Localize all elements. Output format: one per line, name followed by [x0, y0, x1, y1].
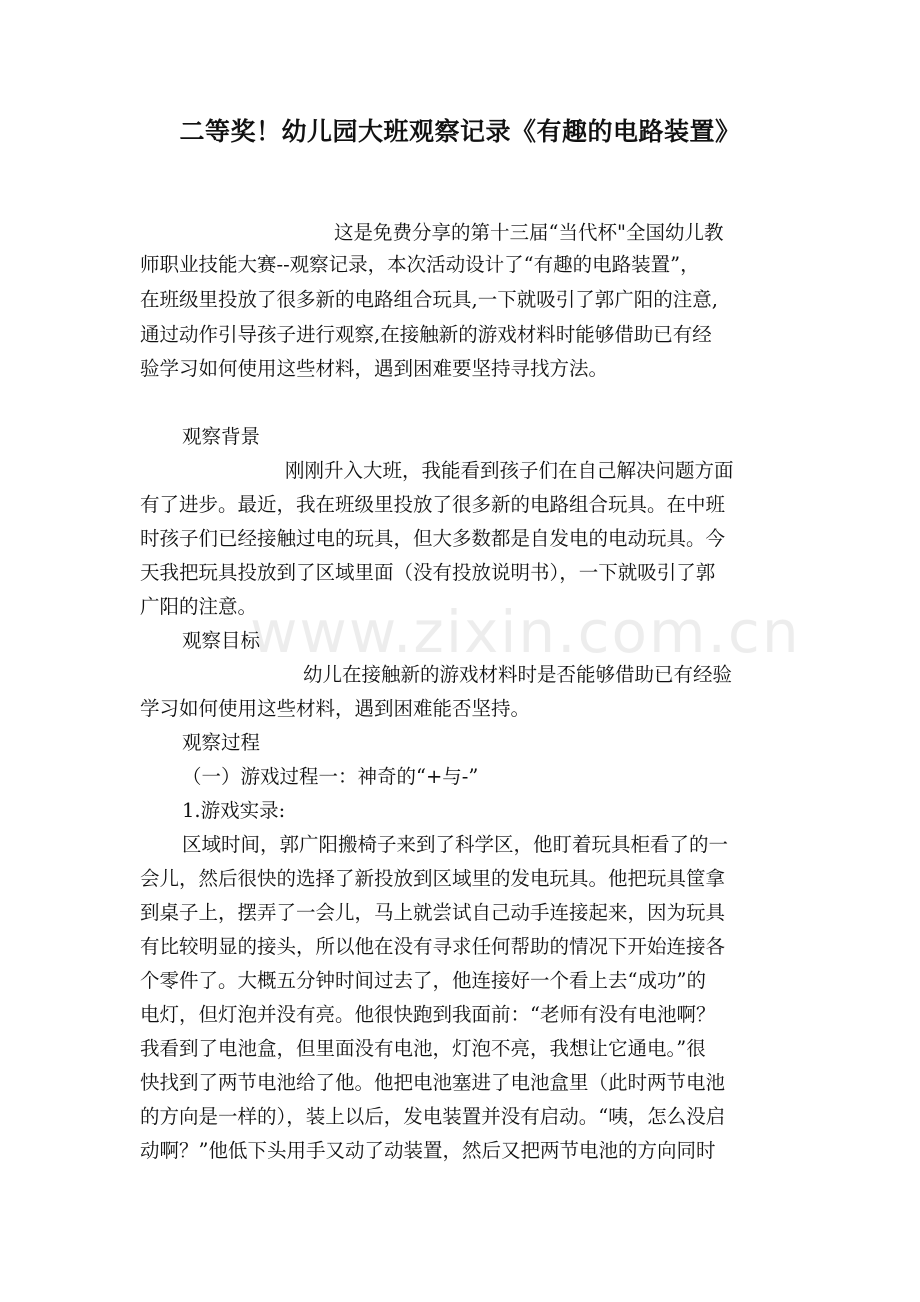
process-line: 电灯，但灯泡并没有亮。他很快跑到我面前：“老师有没有电池啊？ — [140, 1003, 716, 1026]
intro-line: 师职业技能大赛--观察记录，本次活动设计了“有趣的电路装置”， — [140, 253, 700, 276]
background-line: 刚刚升入大班，我能看到孩子们在自己解决问题方面 — [285, 459, 734, 482]
section-heading-goal: 观察目标 — [182, 629, 261, 652]
process-subheading: 1.游戏实录: — [182, 799, 286, 822]
background-line: 广阳的注意。 — [140, 595, 258, 618]
background-line: 天我把玩具投放到了区域里面（没有投放说明书），一下就吸引了郭 — [140, 561, 716, 584]
process-line: 个零件了。大概五分钟时间过去了，他连接好一个看上去“成功”的 — [140, 969, 706, 992]
section-heading-process: 观察过程 — [182, 731, 261, 754]
intro-line: 通过动作引导孩子进行观察,在接触新的游戏材料时能够借助已有经 — [140, 323, 712, 346]
process-line: 区域时间，郭广阳搬椅子来到了科学区，他盯着玩具柜看了的一 — [182, 833, 729, 856]
process-line: 动啊？”他低下头用手又动了动装置，然后又把两节电池的方向同时 — [140, 1139, 716, 1162]
process-line: 的方向是一样的），装上以后，发电装置并没有启动。“咦，怎么没启 — [140, 1105, 726, 1128]
intro-line: 这是免费分享的第十三届“当代杯"全国幼儿教 — [334, 221, 724, 244]
process-line: 到桌子上，摆弄了一会儿，马上就尝试自己动手连接起来，因为玩具 — [140, 901, 726, 924]
process-line: 有比较明显的接头，所以他在没有寻求任何帮助的情况下开始连接各 — [140, 935, 726, 958]
goal-line: 学习如何使用这些材料，遇到困难能否坚持。 — [140, 697, 531, 720]
intro-line: 在班级里投放了很多新的电路组合玩具,一下就吸引了郭广阳的注意, — [140, 288, 718, 311]
section-heading-background: 观察背景 — [182, 425, 261, 448]
background-line: 有了进步。最近，我在班级里投放了很多新的电路组合玩具。在中班 — [140, 493, 726, 516]
background-line: 时孩子们已经接触过电的玩具，但大多数都是自发电的电动玩具。今 — [140, 527, 726, 550]
document-title: 二等奖！幼儿园大班观察记录《有趣的电路装置》 — [179, 117, 741, 146]
process-line: 会儿，然后很快的选择了新投放到区域里的发电玩具。他把玩具筐拿 — [140, 867, 726, 890]
process-line: 快找到了两节电池给了他。他把电池塞进了电池盒里（此时两节电池 — [140, 1071, 726, 1094]
intro-line: 验学习如何使用这些材料，遇到困难要坚持寻找方法。 — [140, 357, 609, 380]
watermark: www.zixin.com.cn — [250, 598, 801, 666]
process-subheading: （一）游戏过程一：神奇的“+与-” — [182, 765, 479, 788]
process-line: 我看到了电池盒，但里面没有电池，灯泡不亮，我想让它通电。”很 — [140, 1037, 706, 1060]
goal-line: 幼儿在接触新的游戏材料时是否能够借助已有经验 — [303, 663, 733, 686]
